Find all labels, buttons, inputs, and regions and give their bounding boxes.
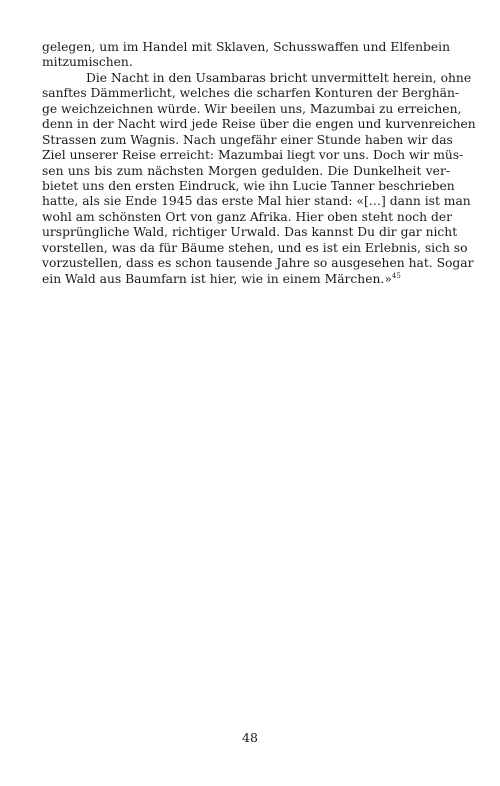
text-line: vorzustellen, dass es schon tausende Jahre so ausgesehen hat. Sogar [42,256,474,271]
body-text [42,40,476,287]
text-line: gelegen, um im Handel mit Sklaven, Schusswaffen und Elfenbein [42,40,450,54]
text-line: Strassen zum Wagnis. Nach ungefähr einer Stunde haben wir das [42,132,453,147]
footnote-reference[interactable]: 45 [391,271,401,280]
text-line: ge weichzeichnen würde. Wir beeilen uns, Mazumbai zu erreichen, [42,101,462,116]
text-line: sanftes Dämmerlicht, welches die scharfen Konturen der Berghän- [42,86,460,101]
text-line: sen uns bis zum nächsten Morgen gedulden. Die Dunkelheit ver- [42,163,450,178]
paragraph [42,70,476,287]
text-line-content: ein Wald aus Baumfarn ist hier, wie in einem Märchen.» [42,271,392,286]
text-line: bietet uns den ersten Eindruck, wie ihn Lucie Tanner beschrieben [42,178,455,193]
text-line: mitzumischen. [42,55,133,70]
text-line: wohl am schönsten Ort von ganz Afrika. Hier oben steht noch der [42,209,452,224]
text-line: Ziel unserer Reise erreicht: Mazumbai liegt vor uns. Doch wir müs- [42,148,464,163]
text-line: Die Nacht in den Usambaras bricht unvermittelt herein, ohne [86,70,472,85]
paragraph [42,40,450,71]
text-line: hatte, als sie Ende 1945 das erste Mal hier stand: «[…] dann ist man [42,194,471,209]
text-line: vorstellen, was da für Bäume stehen, und es ist ein Erlebnis, sich so [42,240,468,255]
text-line: ursprüngliche Wald, richtiger Urwald. Das kannst Du dir gar nicht [42,225,458,240]
text-line-final [42,272,450,287]
text-line: denn in der Nacht wird jede Reise über die engen und kurvenreichen [42,117,476,132]
page-number: 48 [242,730,258,745]
